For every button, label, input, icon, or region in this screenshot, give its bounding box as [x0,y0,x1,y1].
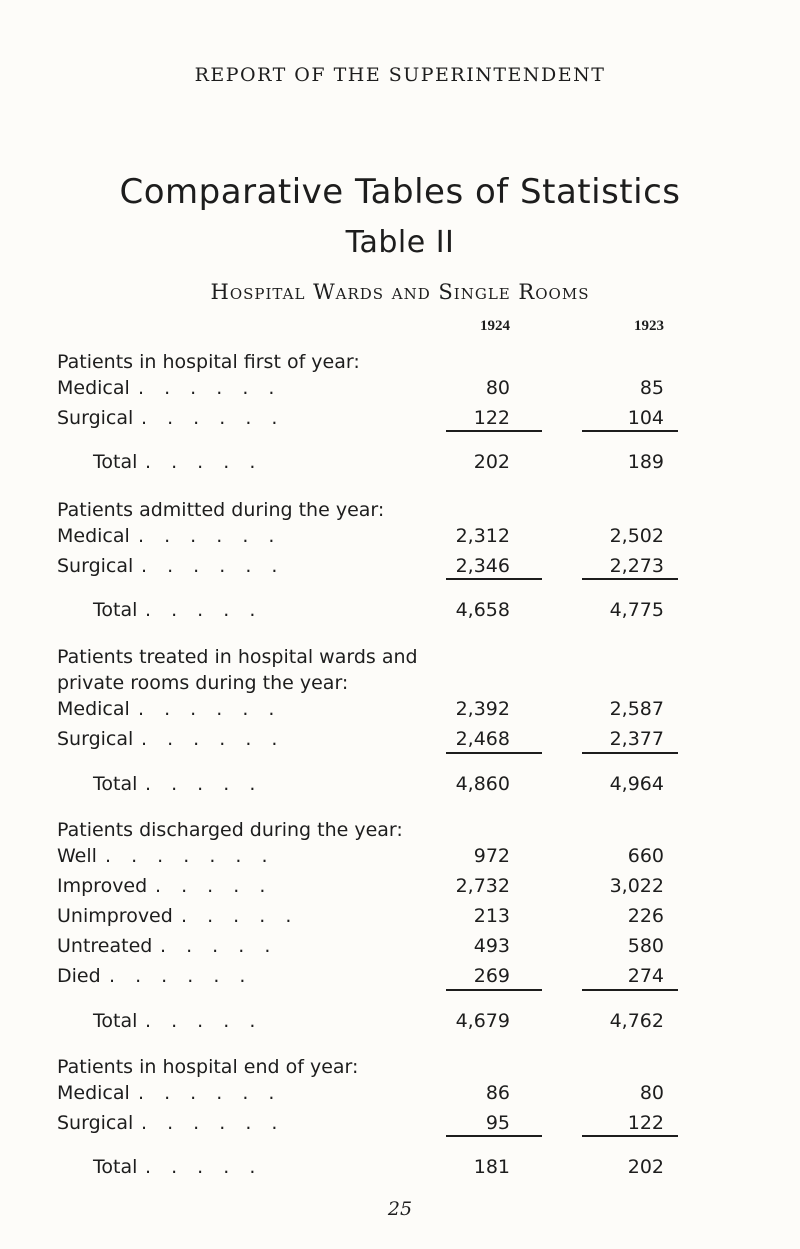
row-label: Died [57,965,101,987]
sum-rule-1924 [446,752,542,754]
row-label: Total [93,773,138,795]
table-row [0,1108,800,1138]
running-head: REPORT OF THE SUPERINTENDENT [194,64,606,86]
sum-rule-1923 [582,989,678,991]
leader-dots: . . . . . . [141,555,285,577]
page-title: Comparative Tables of Statistics [119,172,681,212]
value-1924: 2,312 [455,525,510,547]
leader-dots: . . . . . . [138,698,282,720]
row-label: Total [93,1010,138,1032]
value-1923: 2,587 [609,698,664,720]
value-1923: 4,775 [609,599,664,621]
leader-dots: . . . . . [145,1156,263,1178]
value-1924: 181 [473,1156,510,1178]
column-header-1924: 1924 [480,318,510,334]
leader-dots: . . . . . [145,451,263,473]
value-1923: 580 [627,935,664,957]
row-label: Patients in hospital end of year: [57,1056,359,1078]
value-1924: 202 [473,451,510,473]
table-row [0,931,800,961]
table-row [0,1078,800,1108]
leader-dots: . . . . . . [138,377,282,399]
sum-rule-1924 [446,989,542,991]
row-label: Unimproved [57,905,173,927]
table-row [0,841,800,871]
leader-dots: . . . . . . [138,525,282,547]
row-label: Medical [57,525,130,547]
leader-dots: . . . . . . [141,407,285,429]
table-row [0,403,800,433]
value-1924: 972 [473,845,510,867]
value-1923: 80 [639,1082,664,1104]
sum-rule-1923 [582,578,678,580]
leader-dots: . . . . . [145,1010,263,1032]
row-label: Total [93,451,138,473]
table-row [0,521,800,551]
value-1923: 2,273 [609,555,664,577]
table-row [0,724,800,754]
row-label: Total [93,599,138,621]
leader-dots: . . . . . [181,905,299,927]
leader-dots: . . . . . [145,599,263,621]
row-label: Untreated [57,935,153,957]
value-1923: 85 [639,377,664,399]
row-label: Surgical [57,407,134,429]
row-label: Medical [57,377,130,399]
table-total-row [0,769,800,799]
table-total-row [0,1152,800,1182]
row-label: Patients in hospital first of year: [57,351,360,373]
table-row [0,901,800,931]
value-1923: 660 [627,845,664,867]
row-label: Surgical [57,728,134,750]
leader-dots: . . . . . . [141,1112,285,1134]
value-1923: 104 [627,407,664,429]
value-1924: 2,346 [455,555,510,577]
value-1923: 4,762 [609,1010,664,1032]
sum-rule-1923 [582,752,678,754]
value-1924: 4,860 [455,773,510,795]
value-1923: 189 [627,451,664,473]
row-label: Surgical [57,1112,134,1134]
value-1923: 2,377 [609,728,664,750]
table-total-row [0,447,800,477]
sum-rule-1923 [582,430,678,432]
sum-rule-1923 [582,1135,678,1137]
sum-rule-1924 [446,578,542,580]
row-label: Total [93,1156,138,1178]
value-1924: 80 [485,377,510,399]
value-1924: 86 [485,1082,510,1104]
value-1924: 2,468 [455,728,510,750]
leader-dots: . . . . . [160,935,278,957]
value-1924: 4,679 [455,1010,510,1032]
value-1923: 274 [627,965,664,987]
row-label: Improved [57,875,148,897]
page-number: 25 [387,1198,413,1220]
table-row [0,373,800,403]
row-label: Patients admitted during the year: [57,499,385,521]
table-total-row [0,595,800,625]
leader-dots: . . . . . . [138,1082,282,1104]
table-subtitle: Table II [345,225,455,260]
row-label: Medical [57,1082,130,1104]
value-1923: 4,964 [609,773,664,795]
row-label: Medical [57,698,130,720]
row-label: Surgical [57,555,134,577]
row-label: Patients discharged during the year: [57,819,403,841]
leader-dots: . . . . . . [141,728,285,750]
value-1923: 2,502 [609,525,664,547]
leader-dots: . . . . . . [109,965,253,987]
row-label: Well [57,845,97,867]
value-1924: 95 [485,1112,510,1134]
row-label: private rooms during the year: [57,672,349,694]
value-1923: 3,022 [609,875,664,897]
table-total-row [0,1006,800,1036]
value-1924: 2,392 [455,698,510,720]
table-row [0,551,800,581]
table-row [0,871,800,901]
value-1924: 4,658 [455,599,510,621]
column-header-1923: 1923 [634,318,664,334]
value-1923: 122 [627,1112,664,1134]
leader-dots: . . . . . [145,773,263,795]
value-1924: 2,732 [455,875,510,897]
row-label: Patients treated in hospital wards and [57,646,418,668]
value-1924: 122 [473,407,510,429]
value-1923: 226 [627,905,664,927]
leader-dots: . . . . . . . [105,845,275,867]
value-1924: 493 [473,935,510,957]
section-heading: Hospital Wards and Single Rooms [210,280,590,304]
table-row [0,694,800,724]
sum-rule-1924 [446,430,542,432]
leader-dots: . . . . . [155,875,273,897]
value-1923: 202 [627,1156,664,1178]
table-row [0,961,800,991]
value-1924: 269 [473,965,510,987]
sum-rule-1924 [446,1135,542,1137]
value-1924: 213 [473,905,510,927]
